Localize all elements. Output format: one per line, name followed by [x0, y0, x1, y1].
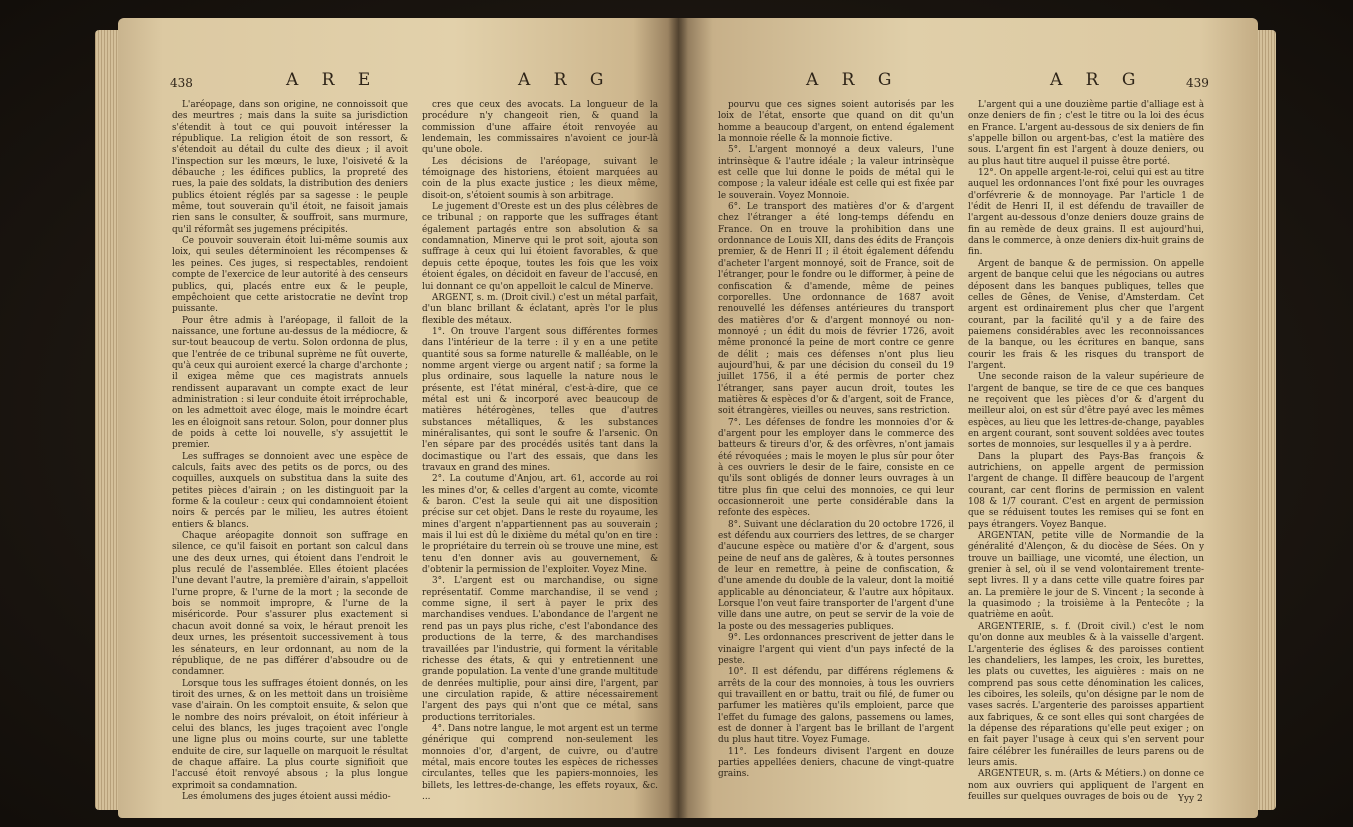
running-head: A R G: [1050, 70, 1145, 90]
paragraph: Ce pouvoir souverain étoit lui-même soumis aux loix, qui seules déterminoient les récompenses & les peines. Ces juges, si respectables, rendoient compte de l'exercice de leur autorité à des censeurs publics, qui, placés entre eux & le peuple, empêchoient que cette aristocratie ne devînt trop puissante.: [172, 236, 408, 315]
paragraph: ARGENTEUR, s. m. (Arts & Métiers.) on donne ce nom aux ouvriers qui appliquent de l'argent en feuilles sur quelques ouvrages de bois ou de: [968, 769, 1204, 802]
paragraph: Lorsque tous les suffrages étoient donnés, on les tiroit des urnes, & on les mettoit dans un troisième vase d'airain. On les comptoit ensuite, & selon que le nombre des noirs prévaloit, on étoit inférieur à celui des blancs, les juges traçoient avec l'ongle une ligne plus ou moins courte, sur une tablette enduite de cire, sur laquelle on marquoit le résultat de chaque affaire. La plus courte signifioit que l'accusé étoit renvoyé absous ; la plus longue exprimoit sa condamnation.: [172, 678, 408, 791]
paragraph: 6°. Le transport des matières d'or & d'argent chez l'étranger a été long-temps défendu en France. On en trouve la prohibition dans une ordonnance de Louis XII, dans des édits de François premier, & de Henri II ; il étoit également défendu d'acheter l'argent monnoyé, soit de France, soit de l'étranger, pour le fondre ou le difformer, à peine de confiscation & d'amende, même de peines corporelles. Une ordonnance de 1687 avoit renouvellé les défenses antérieures du transport des matières d'or & d'argent monnoyé ou non-monnoyé ; un édit du mois de février 1726, avoit même prononcé la peine de mort contre ce genre de délit ; mais ces défenses n'ont plus lieu aujourd'hui, & par une décision du conseil du 19 juillet 1756, il a été permis de porter chez l'étranger, sans payer aucun droit, toutes les matières & espèces d'or & d'argent, soit de France, soit étrangères, vieilles ou neuves, sans restriction.: [718, 202, 954, 417]
paragraph: ARGENT, s. m. (Droit civil.) c'est un métal parfait, d'un blanc brillant & éclatant, après l'or le plus flexible des métaux.: [422, 292, 658, 326]
paragraph: Argent de banque & de permission. On appelle argent de banque celui que les négocians ou autres déposent dans les banques publiques, telles que celles de Gênes, de Venise, d'Amsterdam. Cet argent est ordinairement plus cher que l'argent courant, par la facilité qu'il y a de faire des paiemens considérables avec les reconnoissances de la banque, ou les écritures en banque, sans courir les frais & les risques du transport de l'argent.: [968, 258, 1204, 371]
paragraph: Dans la plupart des Pays-Bas françois & autrichiens, on appelle argent de permission l'argent de change. Il diffère beaucoup de l'argent courant, car cent florins de permission en valent 108 & 1/7 courant. C'est en argent de permission que se réduisent toutes les remises qui se font en pays étrangers. Voyez Banque.: [968, 451, 1204, 530]
paragraph: Chaque aréopagite donnoit son suffrage en silence, ce qu'il faisoit en portant son calcul dans une des deux urnes, qui étoient dans l'endroit le plus reculé de l'assemblée. Elles étoient placées l'une devant l'autre, la première d'airain, s'appelloit l'urne propre, & l'urne de la mort ; la seconde de bois se nommoit impropre, & l'urne de la miséricorde. Pour s'assurer plus exactement si chacun avoit donné sa voix, le héraut prenoit les deux urnes, les présentoit successivement à tous les sénateurs, en leur ordonnant, au nom de la république, de ne pas différer d'absoudre ou de condamner.: [172, 531, 408, 678]
signature-mark: Yyy 2: [1178, 794, 1203, 804]
right-page: [678, 18, 1258, 818]
page-number: 438: [170, 76, 193, 90]
text-column: [172, 100, 408, 803]
paragraph: 7°. Les défenses de fondre les monnoies d'or & d'argent pour les employer dans le commerce des batteurs & tireurs d'or, & des orfèvres, n'ont jamais été révoquées ; mais le moyen le plus sûr pour ôter à ces ouvriers le desir de le faire, consiste en ce qu'ils sont obligés de donner leurs ouvrages à un titre plus fin que celui des monnoies, ce qui leur occasionneroit une perte considérable dans la refonte des espèces.: [718, 417, 954, 519]
page-number: 439: [1186, 76, 1209, 90]
paragraph: 3°. L'argent est ou marchandise, ou signe représentatif. Comme marchandise, il se vend ; comme signe, il sert à payer le prix des marchandises vendues. L'abondance de l'argent ne rend pas un pays plus riche, c'est l'abondance des productions de la terre, & des marchandises travaillées par l'industrie, qui forment la véritable richesse des états, & qui y entretiennent une grande population. La vente d'une grande multitude de denrées multiplie, pour ainsi dire, l'argent, par une circulation rapide, & attire nécessairement l'argent des pays qui n'ont que ce métal, sans productions territoriales.: [422, 576, 658, 723]
paragraph: 10°. Il est défendu, par différens réglemens & arrêts de la cour des monnoies, à tous les ouvriers qui travaillent en or battu, trait ou filé, de fumer ou parfumer les matières qu'ils emploient, parce que l'effet du fumage des galons, passemens ou lames, est de donner à l'argent bas le brillant de l'argent du plus haut titre. Voyez Fumage.: [718, 667, 954, 746]
paragraph: 12°. On appelle argent-le-roi, celui qui est au titre auquel les ordonnances l'ont fixé pour les ouvrages d'orfévrerie & de monnoyage. Par l'article 1 de l'édit de Henri II, il est défendu de travailler de l'argent au-dessous d'onze deniers douze grains de fin au remède de deux grains. Il est aujourd'hui, dans le commerce, à onze deniers dix-huit grains de fin.: [968, 168, 1204, 258]
paragraph: L'aréopage, dans son origine, ne connoissoit que des meurtres ; mais dans la suite sa jurisdiction s'étendit à tout ce qui pouvoit intéresser la république. La religion étoit de son ressort, & s'étendoit au détail du culte des dieux ; il avoit l'inspection sur les mœurs, le luxe, l'oisiveté & la débauche ; les édifices publics, la propreté des rues, la paie des soldats, la distribution des deniers publics étoient réglés par sa sagesse : le peuple même, tout souverain qu'il étoit, ne faisoit jamais rien sans le consulter, & souffroit, sans murmure, qu'il réformât ses jugemens précipités.: [172, 100, 408, 235]
paragraph: 4°. Dans notre langue, le mot argent est un terme générique qui comprend non-seulement les monnoies d'or, d'argent, de cuivre, ou d'autre métal, mais encore toutes les espèces de richesses circulantes, telles que les papiers-monnoies, les billets, les lettres-de-change, les effets royaux, &c. ...: [422, 723, 658, 802]
paragraph: Les émolumens des juges étoient aussi médio-: [182, 791, 391, 802]
running-head: A R E: [286, 70, 380, 90]
paragraph: 1°. On trouve l'argent sous différentes formes dans l'intérieur de la terre : il y en a une petite quantité sous sa forme naturelle & malléable, on le nomme argent vierge ou argent natif ; sa forme la plus ordinaire, sous laquelle la nature nous le présente, est l'état minéral, c'est-à-dire, que ce métal est uni & incorporé avec beaucoup de matières hétérogènes, telles que d'autres substances métalliques, & les substances minéralisantes, qui sont le soufre & l'arsenic. On l'en sépare par des procédés usités tant dans la docimastique ou l'art des essais, que dans les travaux en grand des mines.: [422, 326, 658, 473]
text-column: [718, 100, 954, 781]
paragraph: Le jugement d'Oreste est un des plus célèbres de ce tribunal ; on rapporte que les suffrages étant également partagés entre son absolution & sa condamnation, Minerve qui le prot soit, ajouta son suffrage à ceux qui lui étoient favorables, & que depuis cette époque, toutes les fois que les voix étoient égales, on décidoit en faveur de l'accusé, en lui donnant ce qu'on appelloit le calcul de Minerve.: [422, 202, 658, 292]
paragraph: Les décisions de l'aréopage, suivant le témoignage des historiens, étoient marquées au coin de la plus exacte justice ; les dieux même, disoit-on, s'étoient soumis à son arbitrage.: [422, 156, 658, 201]
paragraph: 11°. Les fondeurs divisent l'argent en douze parties appellées deniers, chacune de vingt-quatre grains.: [718, 746, 954, 780]
paragraph: 9°. Les ordonnances prescrivent de jetter dans le vinaigre l'argent qui vient d'un pays infecté de la peste.: [718, 633, 954, 666]
paragraph: 8°. Suivant une déclaration du 20 octobre 1726, il est défendu aux courriers des lettres, de se charger d'aucune espèce ou matière d'or & d'argent, sous peine de neuf ans de galères, & à toutes personnes de leur en remettre, à peine de confiscation, & d'une amende du double de la valeur, dont la moitié applicable au dénonciateur, & l'autre aux hôpitaux. Lorsque l'on veut faire transporter de l'argent d'une ville dans une autre, on peut se servir de la voie de la poste ou des messageries publiques.: [718, 519, 954, 632]
text-column: [968, 100, 1204, 803]
text-column: [422, 100, 658, 803]
running-head: A R G: [518, 70, 613, 90]
book-spine: [668, 18, 688, 818]
paragraph: Pour être admis à l'aréopage, il falloit de la naissance, une fortune au-dessus de la médiocre, & sur-tout beaucoup de vertu. Solon ordonna de plus, que l'entrée de ce tribunal suprème ne fût ouverte, qu'à ceux qui auroient exercé la charge d'archonte ; il exigea même que ces magistrats annuels rendissent auparavant un compte exact de leur administration : si leur conduite étoit irréprochable, on les admettoit avec éloge, mais le moindre écart les en éloignoit sans retour. Solon, pour donner plus de poids à cette loi nouvelle, s'y assujettit le premier.: [172, 315, 408, 451]
paragraph: 2°. La coutume d'Anjou, art. 61, accorde au roi les mines d'or, & celles d'argent au comte, vicomte & baron. C'est la seule qui ait une disposition précise sur cet objet. Dans le reste du royaume, les mines d'argent n'appartiennent pas au souverain ; mais il lui est dû le dixième du métal qu'on en tire : le propriétaire du terrein où se trouve une mine, est tenu d'en donner avis au gouvernement, & d'obtenir la permission de l'exploiter. Voyez Mine.: [422, 474, 658, 576]
running-head: A R G: [806, 70, 901, 90]
paragraph: Une seconde raison de la valeur supérieure de l'argent de banque, se tire de ce que ces banques ne reçoivent que les pièces d'or & d'argent du meilleur aloi, on est sûr d'être payé avec les mêmes espèces, au lieu que les lettres-de-change, payables en argent courant, sont souvent soldées avec toutes sortes de monnoies, sur lesquelles il y a à perdre.: [968, 372, 1204, 451]
paragraph: ARGENTERIE, s. f. (Droit civil.) c'est le nom qu'on donne aux meubles & à la vaisselle d'argent. L'argenterie des églises & des paroisses contient les chandeliers, les lampes, les croix, les burettes, les plats ou cuvettes, les aiguières : mais on ne comprend pas sous cette dénomination les calices, les ciboires, les soleils, qu'on désigne par le nom de vases sacrés. L'argenterie des paroisses appartient aux fabriques, & ce sont elles qui sont chargées de la dépense des réparations qu'elle peut exiger ; on en fait payer l'usage à ceux qui s'en servent pour faire célébrer les funérailles de leurs parens ou de leurs amis.: [968, 621, 1204, 768]
paragraph: Les suffrages se donnoient avec une espèce de calculs, faits avec des petits os de porcs, ou des coquilles, auxquels on substitua dans la suite des petites pièces d'airain ; on les distinguoit par la forme & la couleur : ceux qui condamnoient étoient noirs & percés par le milieu, les autres étoient entiers & blancs.: [172, 451, 408, 530]
paragraph: ARGENTAN, petite ville de Normandie de la généralité d'Alençon, & du diocèse de Sées. On y trouve un bailliage, une vicomté, une élection, un grenier à sel, où il se vend volontairement trente-sept livres. Il y a dans cette ville quatre foires par an. La première le jour de S. Vincent ; la seconde à la quasimodo ; la troisième à la Pentecôte ; la quatrième en août.: [968, 531, 1204, 621]
paragraph: cres que ceux des avocats. La longueur de la procédure n'y changeoit rien, & quand la commission d'une affaire étoit renvoyée au lendemain, les commissaires n'avoient ce jour-là qu'une obole.: [422, 100, 658, 156]
left-page: [118, 18, 678, 818]
paragraph: L'argent qui a une douzième partie d'alliage est à onze deniers de fin ; c'est le titre ou la loi des écus en France. L'argent au-dessous de six deniers de fin s'appelle billon ou argent-bas, c'est la matière des sous. L'argent fin est l'argent à douze deniers, ou au plus haut titre auquel il puisse être porté.: [968, 100, 1204, 167]
paragraph: 5°. L'argent monnoyé a deux valeurs, l'une intrinsèque & l'autre idéale ; la valeur intrinsèque est celle que lui donne le poids de métal qui le compose ; la valeur idéale est celle qui est fixée par le souverain. Voyez Monnoie.: [718, 145, 954, 201]
page-edges-right: [1256, 30, 1276, 810]
paragraph: pourvu que ces signes soient autorisés par les loix de l'état, ensorte que quand on dit qu'un homme a beaucoup d'argent, on entend également la monnoie réelle & la monnoie fictive.: [718, 100, 954, 145]
